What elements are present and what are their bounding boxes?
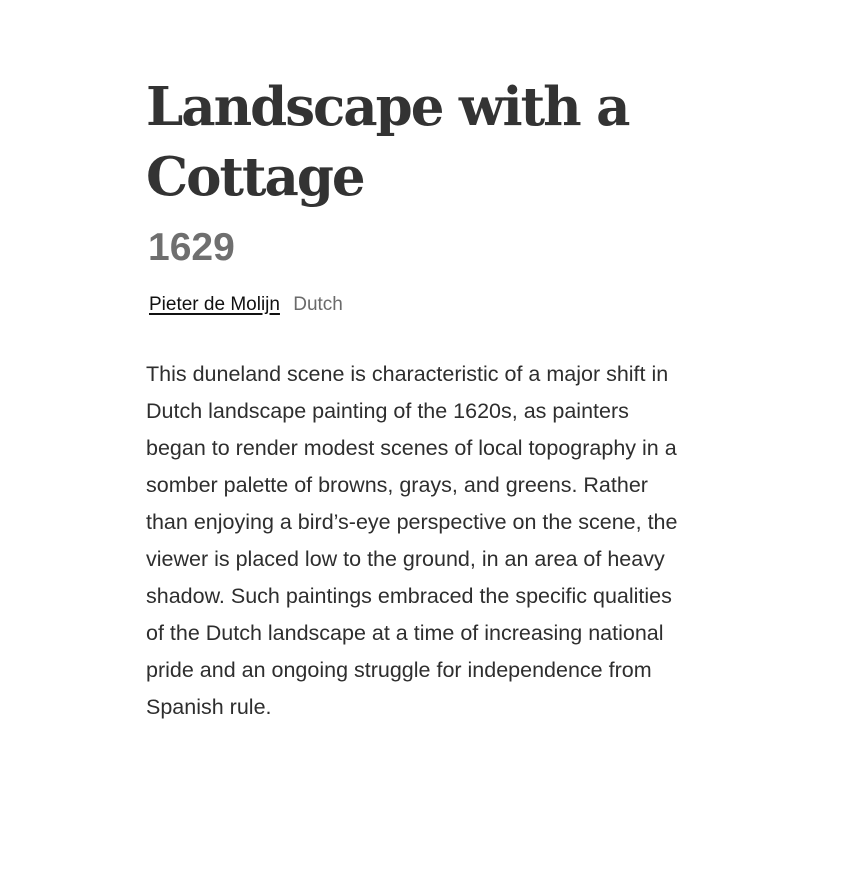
- artist-name-link[interactable]: Pieter de Molijn: [149, 294, 280, 315]
- artist-nationality: Dutch: [293, 294, 343, 315]
- artist-byline: [149, 292, 706, 318]
- artwork-description: This duneland scene is characteristic of a major shift in Dutch landscape painting of the 1620s, as painters began to render modest scenes of local topography in a somber palette of browns, grays, and greens. Rather than enjoying a bird’s-eye perspective on the scene, the viewer is placed low to the ground, in an area of heavy shadow. Such paintings embraced the specific qualities of the Dutch landscape at a time of increasing national pride and an ongoing struggle for independence from Spanish rule.: [146, 362, 678, 719]
- artwork-details: [146, 72, 706, 726]
- artwork-title: Landscape with a Cottage: [146, 76, 629, 208]
- artwork-year: 1629: [148, 226, 235, 269]
